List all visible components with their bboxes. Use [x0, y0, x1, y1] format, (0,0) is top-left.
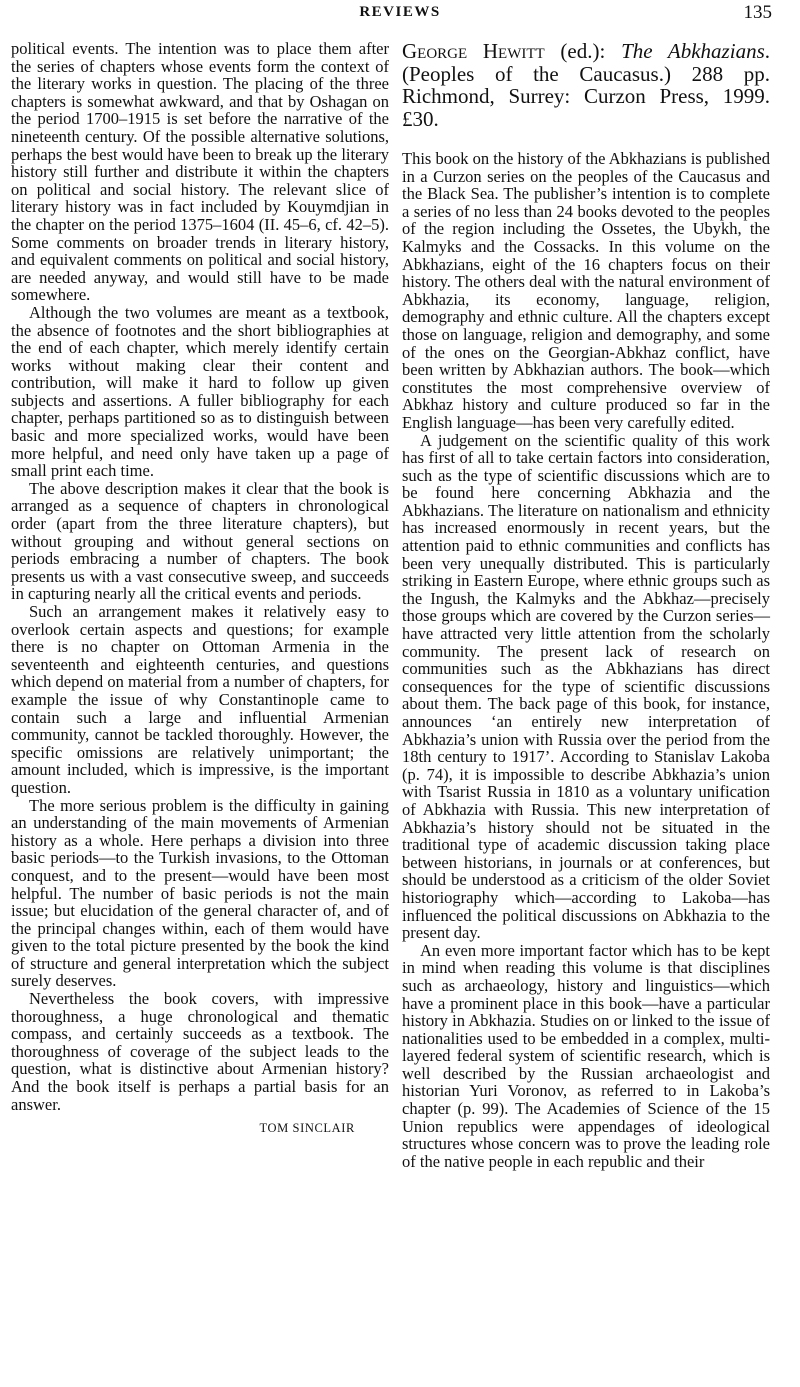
left-column: [11, 40, 389, 1136]
paragraph: The above description makes it clear that the book is arranged as a sequence of chapters in chronological order (apart from the three literature chapters), but without grouping and without general sections on periods embracing a number of chapters. The book presents us with a vast consecutive sweep, and succeeds in capturing nearly all the critical events and periods.: [11, 478, 389, 604]
publication-details: . (Peoples of the Caucasus.) 288 pp. Richmond, Surrey: Curzon Press, 1999. £30.: [402, 39, 770, 131]
reviewed-author: George Hewitt: [402, 39, 545, 63]
paragraph: Although the two volumes are meant as a textbook, the absence of footnotes and the short bibliographies at the end of each chapter, which merely identify certain works without making clear their content and contribution, will make it hard to follow up given subjects and assertions. A fuller bibliography for each chapter, perhaps partitioned so as to distinguish between basic and more specialized works, would have been more helpful, and need only have taken up a page of small print each time.: [11, 302, 389, 481]
running-head: REVIEWS: [359, 4, 441, 20]
page-number: 135: [743, 2, 772, 23]
review-heading: [402, 40, 770, 130]
editor-note: (ed.):: [544, 39, 622, 63]
page-header: [0, 2, 800, 28]
paragraph: The more serious problem is the difficulty in gaining an understanding of the main movements of Armenian history as a whole. Here perhaps a division into three basic periods—to the Turkish invasions, to the Ottoman conquest, and to the present—would have been most helpful. The number of basic periods is not the main issue; but elucidation of the general character of, and of the principal changes within, each of them would have given to the total picture presented by the book the kind of structure and general interpretation which the subject surely deserves.: [11, 795, 389, 991]
paragraph: Such an arrangement makes it relatively easy to overlook certain aspects and questions; for example there is no chapter on Ottoman Armenia in the seventeenth and eighteenth centuries, and questions which depend on material from a number of chapters, for example the issue of why Constantinople came to contain such a large and influential Armenian community, cannot be tackled thoroughly. However, the specific omissions are relatively unimportant; the amount included, which is impressive, is the important question.: [11, 602, 389, 797]
reviewer-signature: TOM SINCLAIR: [259, 1121, 355, 1136]
paragraph: This book on the history of the Abkhazians is published in a Curzon series on the peoples of the Caucasus and the Black Sea. The publisher’s intention is to complete a series of no less than 24 books devoted to the peoples of the region including the Ossetes, the Ubykh, the Kalmyks and the Cossacks. In this volume on the Abkhazians, eight of the 16 chapters focus on their history. The others deal with the natural environment of Abkhazia, its economy, language, religion, demography and ethnic culture. All the chapters except those on language, religion and demography, and some of the ones on the Georgian-Abkhaz conflict, have been written by Abkhazian authors. The book—which constitutes the most comprehensive overview of Abkhaz history and culture produced so far in the English language—has been very carefully edited.: [402, 149, 771, 432]
paragraph: Nevertheless the book covers, with impressive thoroughness, a huge chronological and thematic compass, and certainly succeeds as a textbook. The thoroughness of coverage of the subject leads to the question, what is distinctive about Armenian history? And the book itself is perhaps a partial basis for an answer.: [11, 989, 389, 1114]
book-title: The Abkhazians: [621, 39, 765, 63]
paragraph: A judgement on the scientific quality of this work has first of all to take certain factors into consideration, such as the type of scientific discussions which are to be found here concerning Abkhazia and the Abkhazians. The literature on nationalism and ethnicity has increased enormously in recent years, but the attention paid to ethnic communities and conflicts has been very unequally distributed. This is particularly striking in Eastern Europe, where ethnic groups such as the Ingush, the Kalmyks and the Abkhaz—precisely those groups which are covered by the Curzon series—have attracted very little attention from the scholarly community. The present lack of research on communities such as the Abkhazians has direct consequences for the type of scientific discussions about them. The back page of this book, for instance, announces ‘an entirely new interpretation of Abkhazia’s union with Russia over the period from the 18th century to 1917’. According to Stanislav Lakoba (p. 74), it is impossible to describe Abkhazia’s union with Tsarist Russia in 1810 as a voluntary unification of Abkhazia with Russia. This new interpretation of Abkhazia’s history should not be situated in the traditional type of academic discussion taking place between historians, in journals or at conferences, but should be understood as a criticism of the older Soviet historiography which—according to Lakoba—has influenced the political discussions on Abkhazia to the present day.: [402, 430, 770, 943]
paragraph: An even more important factor which has to be kept in mind when reading this volume is that disciplines such as archaeology, history and linguistics—which have a prominent place in this book—have a particular history in Abkhazia. Studies on or linked to the issue of nationalities used to be embedded in a complex, multi-layered federal system of scientific research, which is well described by the Russian archaeologist and historian Yuri Voronov, as referred to in Lakoba’s chapter (p. 99). The Academies of Science of the 15 Union republics were appendages of ideological structures whose concern was to prove the leading role of the native people in each republic and their: [402, 940, 770, 1171]
paragraph: political events. The intention was to place them after the series of chapters whose events form the context of the literary works in question. The placing of the three chapters is somewhat awkward, and that by Oshagan on the period 1700–1915 is set before the narrative of the nineteenth century. Of the possible alternative solutions, perhaps the best would have been to break up the literary history still further and distribute it within the chapters on political and social history. The relevant slice of literary history was in fact included by Kouymdjian in the chapter on the period 1375–1604 (II. 45–6, cf. 42–5). Some comments on broader trends in literary history, and equivalent comments on political and social history, are needed anyway, and would still have to be made somewhere.: [11, 39, 389, 305]
right-column: [402, 40, 770, 1170]
